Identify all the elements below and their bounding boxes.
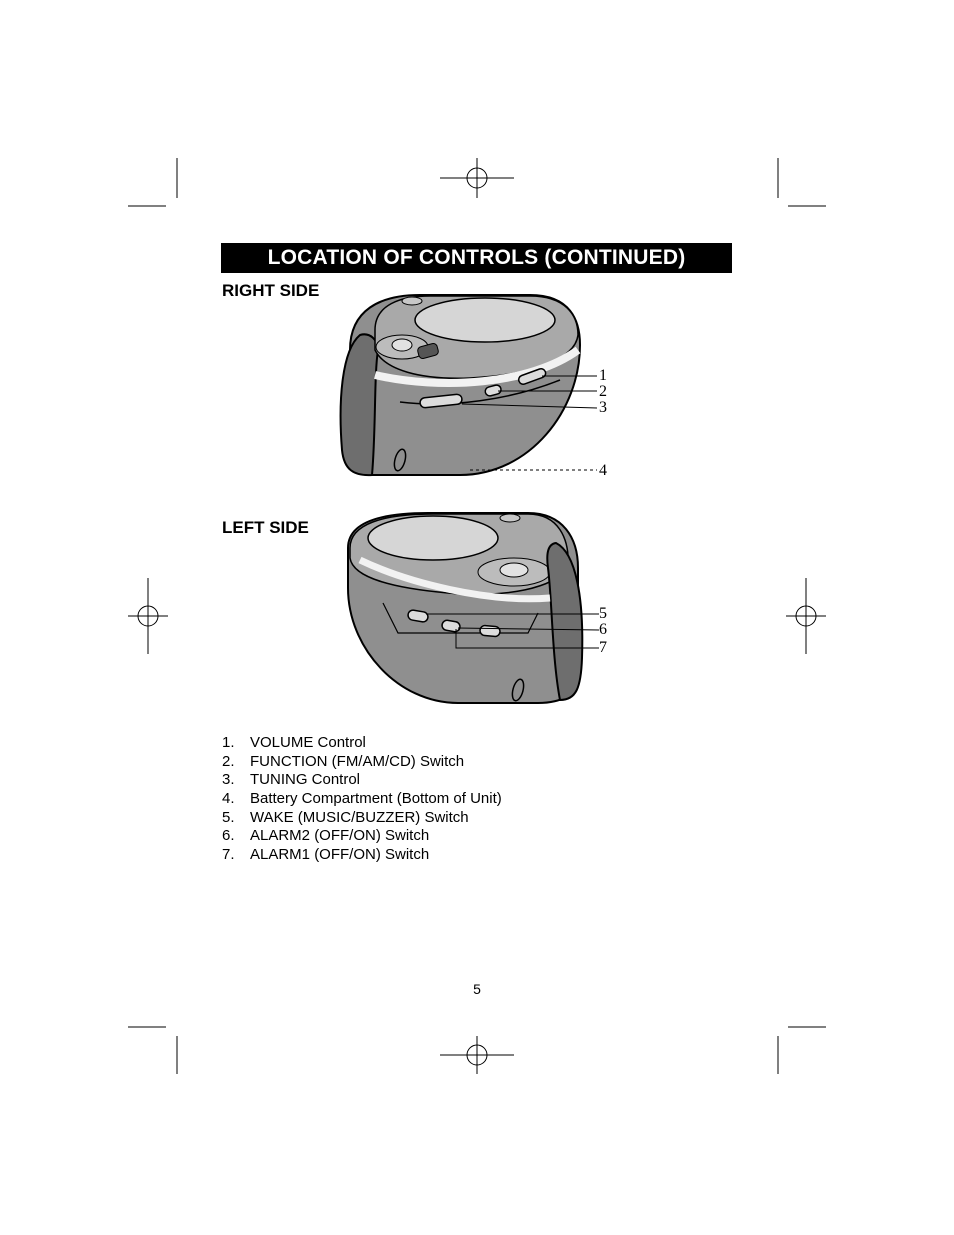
- registration-target-bottom: [440, 1036, 514, 1074]
- list-item: 7. ALARM1 (OFF/ON) Switch: [222, 846, 430, 864]
- callout-4: 4: [599, 462, 607, 479]
- controls-list: [222, 734, 502, 865]
- right-side-illustration: [330, 290, 620, 490]
- right-side-label: RIGHT SIDE: [222, 281, 320, 300]
- list-item: 2. FUNCTION (FM/AM/CD) Switch: [222, 752, 465, 770]
- list-item: 4. Battery Compartment (Bottom of Unit): [222, 790, 502, 808]
- page-title: LOCATION OF CONTROLS (CONTINUED): [221, 243, 732, 273]
- list-item: 3. TUNING Control: [222, 771, 361, 789]
- left-side-illustration: [338, 508, 618, 708]
- page-number: 5: [473, 981, 481, 997]
- callout-1: 1: [599, 367, 607, 384]
- registration-target-left: [128, 578, 168, 654]
- registration-target-top: [440, 158, 514, 198]
- callout-2: 2: [599, 383, 607, 400]
- registration-target-right: [786, 578, 826, 654]
- list-item: 5. WAKE (MUSIC/BUZZER) Switch: [222, 808, 469, 826]
- list-item: 6. ALARM2 (OFF/ON) Switch: [222, 827, 430, 845]
- callout-7: 7: [599, 639, 607, 656]
- callout-5: 5: [599, 605, 607, 622]
- callout-3: 3: [599, 399, 607, 416]
- left-side-label: LEFT SIDE: [222, 518, 309, 537]
- callout-6: 6: [599, 621, 607, 638]
- list-item: 1. VOLUME Control: [222, 734, 366, 751]
